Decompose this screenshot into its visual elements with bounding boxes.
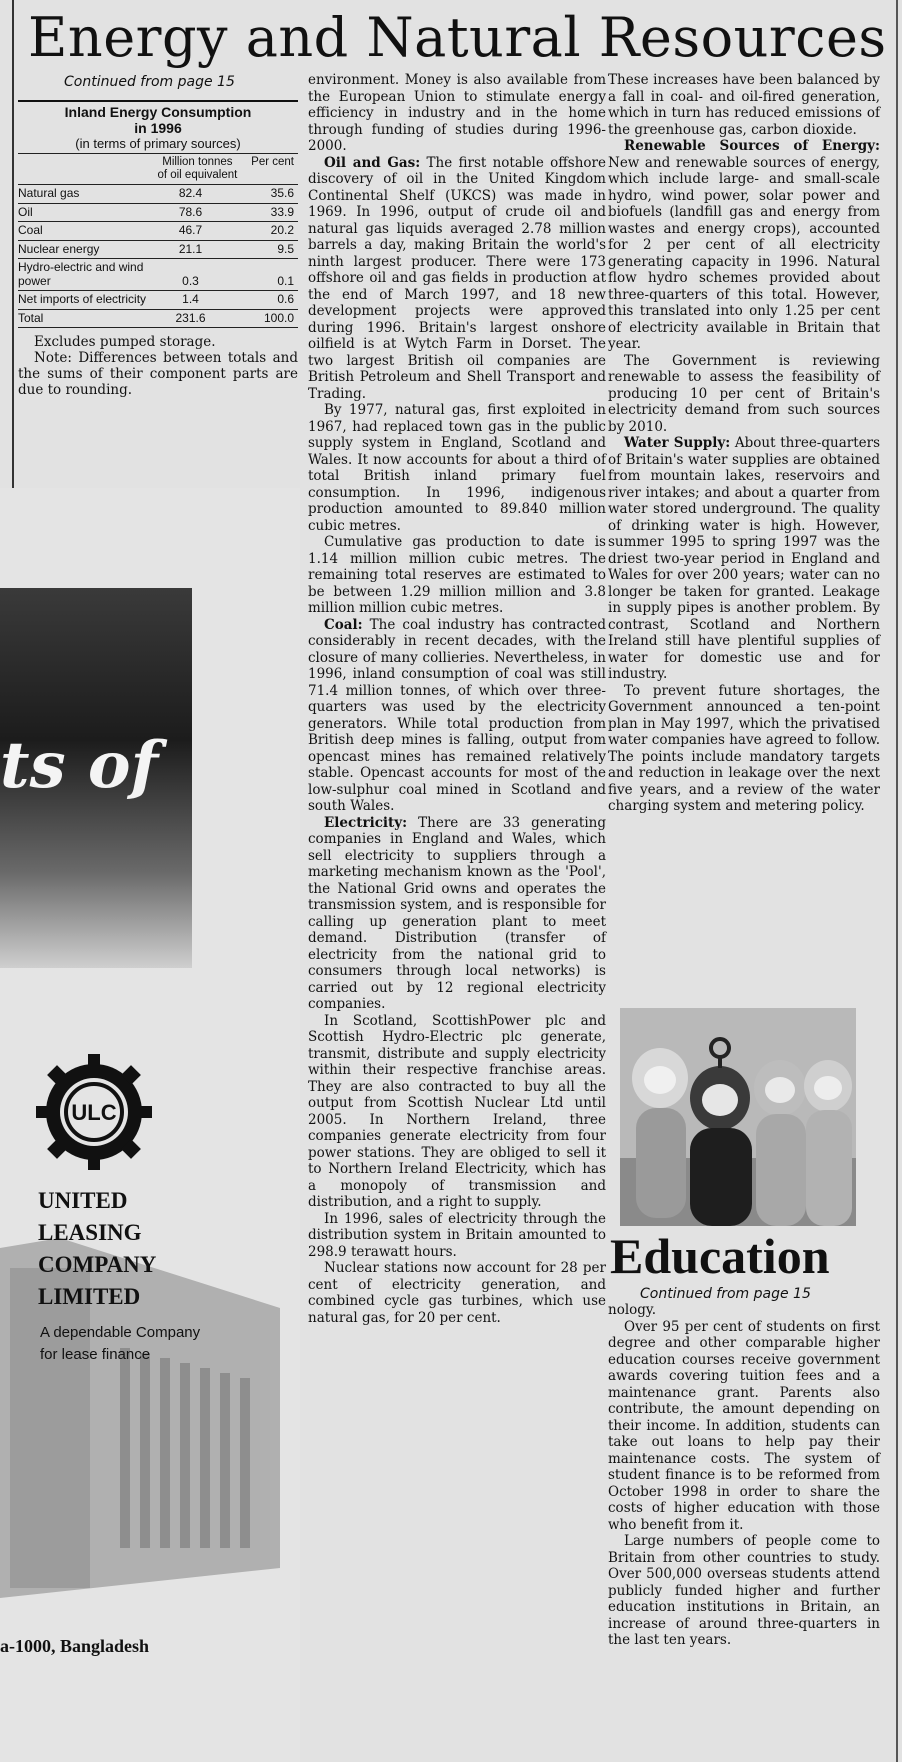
paragraph-text: The first notable offshore discovery of oil in the United Kingdom Continental Shelf (UKCS) was made in 1969. In 1996, output of crude oil and natural gas liquids averaged 2.78 million barrels a day, making Britain the world's ninth largest producer. There were 173 offshore oil and gas fields in production at the end of March 1997, and 18 new development projects were approved during 1996. Britain's largest onshore oilfield is at Wytch Farm in Dorset. The two largest British oil companies are British Petroleum and Shell Transport and Trading.	[308, 154, 606, 402]
subhead-renewable: Renewable Sources of Energy:	[624, 138, 880, 154]
table-cell-source: Nuclear energy	[18, 241, 100, 256]
subhead-oil-gas: Oil and Gas:	[324, 154, 421, 171]
paragraph: Cumulative gas production to date is 1.14 million million cubic metres. The remaining total reserves are estimated to be between 1.29 million million and 3.8 million million cubic metres.	[308, 534, 606, 616]
table-cell-tonnes: 0.3	[182, 273, 199, 288]
paragraph-text: New and renewable sources of energy, which include large- and small-scale hydro, wind power, solar power and biofuels (landfill gas and energy from wastes and energy crops), accounted for 2 per cent of all electricity generating capacity in 1996. Natural flow hydro schemes provided about three-quarters of this total. However, this translated into only 1.25 per cent of electricity available in Britain that year.	[608, 154, 880, 352]
table-cell-percent: 9.5	[277, 241, 294, 256]
paragraph-coal	[308, 617, 606, 815]
paragraph: By 1977, natural gas, first exploited in 1967, had replaced town gas in the public supply system in England, Scotland and Wales. It now accounts for about a third of total British inland primary fuel consumption. In 1996, indigenous production amounted to 89.840 million cubic metres.	[308, 402, 606, 534]
paragraph-text: About three-quarters of Britain's water supplies are obtained from mountain lakes, reservoirs and river intakes; and about a quarter from water stored underground. The quality of drinking water is high. However, summer 1995 to spring 1997 was the driest two-year period in England and Wales for over 200 years; water can no longer be taken for granted. Leakage in supply pipes is another problem. By contrast, Scotland and Northern Ireland still have plentiful supplies of water for domestic use and for industry.	[608, 435, 881, 682]
article-column-3	[608, 72, 880, 815]
paragraph-text: There are 33 generating companies in England and Wales, which sell electricity to suppliers through a marketing mechanism known as the 'Pool', the National Grid owns and operates the transmission system, and is responsible for calling up generation plant to meet demand. Distribution (transfer of electricity from the national grid to consumers through local networks) is carried out by 12 regional electricity companies.	[308, 814, 606, 1012]
advert-company-line3: COMPANY	[38, 1252, 157, 1277]
paragraph-electricity	[308, 815, 606, 1013]
table-cell-percent: 33.9	[270, 204, 294, 219]
advert-company-line1: UNITED	[38, 1188, 128, 1213]
paragraph: The Government is reviewing renewable to assess the feasibility of producing 10 per cent of Britain's electricity demand from such sources by 2010.	[608, 352, 880, 435]
table-body	[18, 185, 298, 328]
table-cell-source: Net imports of electricity	[18, 292, 147, 306]
paragraph: In Scotland, ScottishPower plc and Scottish Hydro-Electric plc generate, transmit, distribute and supply electricity within their respective franchise areas. They are also contracted to buy all the output from Scottish Nuclear Ltd until 2005. In Northern Ireland, three companies generate electricity from four power stations. They are obliged to sell it to Northern Ireland Electricity, which has a monopoly of transmission and distribution, and a right to supply.	[308, 1012, 606, 1210]
table-row	[18, 259, 298, 291]
table-row	[18, 310, 298, 329]
advert-company-line4: LIMITED	[38, 1284, 141, 1309]
section-headline: Energy and Natural Resources	[28, 6, 887, 69]
table-cell-tonnes: 1.4	[182, 292, 199, 306]
paragraph: To prevent future shortages, the Government announced a ten-point plan in May 1997, which the privatised water companies have agreed to follow. The points include mandatory targets and reduction in leakage over the next five years, and a review of the water charging system and metering policy.	[608, 682, 880, 814]
table-note-pumped: Excludes pumped storage.	[34, 334, 216, 350]
table-cell-source: Oil	[18, 204, 33, 219]
subhead-coal: Coal:	[324, 616, 363, 633]
education-continued-note: Continued from page 15	[640, 1286, 811, 1302]
table-row	[18, 204, 298, 223]
table-row	[18, 222, 298, 241]
table-notes	[18, 334, 298, 398]
paragraph: In 1996, sales of electricity through the distribution system in Britain amounted to 298.9 terawatt hours.	[308, 1210, 606, 1260]
table-cell-percent: 20.2	[270, 223, 294, 237]
paragraph: environment. Money is also available from the European Union to stimulate energy efficiency in industry and in the home through funding of studies during 1996-2000.	[308, 72, 606, 154]
table-col-percent-header: Per cent	[251, 156, 294, 168]
paragraph-water	[608, 435, 880, 683]
table-cell-source: Total	[18, 310, 44, 325]
advert-script-text: ts of	[0, 728, 159, 803]
paragraph: Over 95 per cent of students on first degree and other comparable higher education courses receive government awards covering tuition fees and a maintenance grant. Parents also contribute, the amount depending on their income. In addition, students can take out loans to help pay their maintenance costs. The system of student finance is to be reformed from October 1998 in order to share the costs of higher education with those who benefit from it.	[608, 1318, 880, 1533]
table-cell-source: Natural gas	[18, 186, 80, 200]
advert-address: a-1000, Bangladesh	[0, 1636, 150, 1656]
ulc-logo-gear-icon	[34, 1052, 154, 1172]
paragraph: Large numbers of people come to Britain from other countries to study. Over 500,000 overseas students attend publicly funded higher and further education institutions in Britain, an increase of around three-quarters in the last ten years.	[608, 1533, 880, 1648]
table-note-rounding: Note: Differences between totals and the sums of their component parts are due to rounding.	[18, 350, 298, 398]
table-cell-tonnes: 46.7	[178, 223, 203, 237]
table-cell-percent: 0.1	[277, 273, 294, 288]
table-row	[18, 291, 298, 310]
education-column	[608, 1302, 880, 1649]
table-cell-tonnes: 82.4	[178, 186, 203, 200]
table-subtitle: (in terms of primary sources)	[18, 136, 298, 154]
paragraph: Nuclear stations now account for 28 per cent of electricity generation, and combined cycle gas turbines, which use natural gas, for 20 per cent.	[308, 1260, 606, 1326]
table-cell-percent: 35.6	[270, 186, 294, 200]
table-col-tonnes-header: Million tonnes of oil equivalent	[157, 156, 238, 181]
column-rule	[12, 0, 14, 488]
energy-consumption-table	[18, 100, 298, 398]
table-title-line1: Inland Energy Consumption	[64, 104, 252, 120]
table-cell-tonnes: 78.6	[178, 204, 203, 219]
photo-image	[620, 1008, 856, 1226]
table-row	[18, 241, 298, 260]
paragraph-renewable	[608, 138, 880, 353]
article-column-2	[308, 72, 606, 1326]
table-title-line2: in 1996	[134, 120, 182, 136]
subhead-electricity: Electricity:	[324, 814, 408, 831]
paragraph: nology.	[608, 1302, 657, 1318]
table-cell-source: Hydro-electric and wind power	[18, 260, 144, 288]
table-cell-percent: 100.0	[263, 310, 294, 325]
table-cell-source: Coal	[18, 223, 43, 237]
paragraph-text: The coal industry has contracted considerably in recent decades, with the closure of many collieries. Nevertheless, in 1996, inland consumption of coal was still 71.4 million tonnes, of which over three-quarters was used by the electricity generators. While total production from British deep mines is falling, output from opencast mines has remained relatively stable. Opencast accounts for most of the low-sulphur coal mined in Scotland and south Wales.	[308, 616, 606, 814]
education-headline: Education	[610, 1228, 830, 1284]
united-leasing-advert	[0, 488, 300, 1762]
advert-building-illustration	[0, 1098, 290, 1658]
subhead-water: Water Supply:	[624, 435, 731, 451]
table-header-row	[18, 154, 298, 185]
advert-tagline: A dependable Company for lease finance	[40, 1324, 201, 1363]
table-cell-tonnes: 21.1	[178, 241, 203, 256]
continued-note: Continued from page 15	[64, 74, 235, 90]
page-edge-rule	[896, 0, 898, 1762]
table-cell-percent: 0.6	[277, 292, 294, 306]
teletubbies-photo	[620, 1008, 856, 1226]
paragraph: These increases have been balanced by a fall in coal- and oil-fired generation, which in turn has reduced emissions of the greenhouse gas, carbon dioxide.	[608, 72, 880, 138]
paragraph-oil-gas	[308, 155, 606, 403]
table-cell-tonnes: 231.6	[175, 310, 206, 325]
advert-company-line2: LEASING	[38, 1220, 142, 1245]
table-row	[18, 185, 298, 204]
logo-text: ULC	[71, 1100, 117, 1125]
